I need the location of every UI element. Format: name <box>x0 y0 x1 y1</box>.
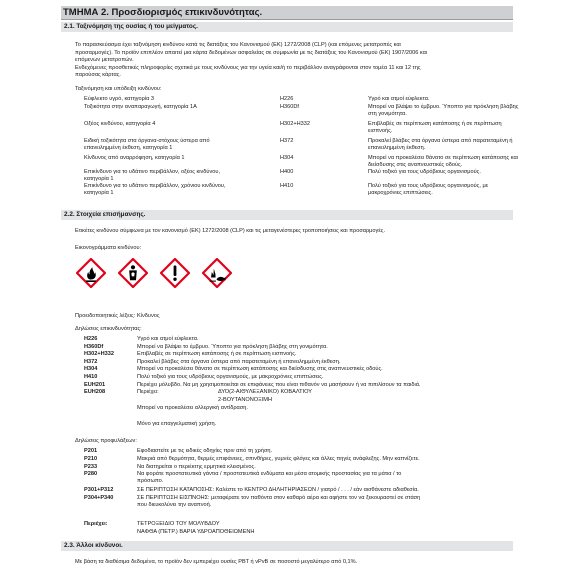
statement-text: Υγρό και ατμοί εύφλεκτα. <box>137 336 199 342</box>
statement-text: Επιβλαβές σε περίπτωση κατάποσης ή σε περίπτωση εισπνοής. <box>137 351 297 358</box>
hazard-description: εισπνοής. <box>368 128 393 135</box>
statement-code: H226 <box>84 336 98 342</box>
hazard-class: Τοξικότητα στην αναπαραγωγή, κατηγορία 1A <box>84 104 197 110</box>
hazard-class: Επικίνδυνο για το υδάτινο περιβάλλον, χρόνιου κινδύνου, <box>84 183 226 189</box>
hazard-code: H410 <box>280 183 294 189</box>
statement-code: H302+H332 <box>84 351 115 358</box>
exclamation-icon <box>160 258 190 288</box>
hazard-description: Μπορεί να βλάψει το έμβρυο. Ύποπτο για πρόκληση βλάβης <box>368 104 519 110</box>
signal-word: Κίνδυνος <box>137 313 160 319</box>
euh208-substance: ΔΥΟ(2-ΑΙΘΥΛΕΞΑΝΙΚΟ) ΚΟΒΑΛΤΙΟΥ <box>218 389 313 395</box>
hazard-code: H226 <box>280 96 294 102</box>
hazard-description: Πολύ τοξικό για τους υδρόβιους οργανισμούς. <box>368 169 481 175</box>
flame-icon <box>76 258 106 288</box>
paragraph-line: προσαρμογές). Το προϊόν επιπλέον απαιτεί μια κάρτα δεδομένων ασφαλείας σε συμφωνία με τις διατάξεις του Κανονισμού (ΕΚ) 1907/2006 και <box>75 49 428 56</box>
professional-use-note: Μόνο για επαγγελματική χρήση. <box>137 421 217 427</box>
statement-text: Πολύ τοξικό για τους υδρόβιους οργανισμούς, με μακροχρόνιες επιπτώσεις. <box>137 374 324 380</box>
hazard-class: Κίνδυνος από αναρρόφηση, κατηγορία 1 <box>84 155 185 161</box>
subsection-2-3-title: 2.3. Άλλοι κίνδυνοι. <box>61 541 513 551</box>
statement-text: Περιέχει: <box>137 389 159 396</box>
signal-word-label: Προειδοποιητικές λέξεις: <box>75 313 136 319</box>
hazard-code: H302+H332 <box>280 121 311 127</box>
hazard-code: H372 <box>280 138 294 144</box>
hazard-description: Προκαλεί βλάβες στα όργανα ύστερα από παρατεταμένη ή <box>368 138 513 144</box>
hazard-class: κατηγορία 1 <box>84 190 114 197</box>
label-elements-intro: Ετικέτες κινδύνου σύμφωνα με τον κανονισμό (ΕΚ) 1272/2008 (CLP) και τις μεταγενέστερες τροποποιήσεις και προσαρμογές. <box>75 228 386 234</box>
statement-code: P201 <box>84 448 98 454</box>
subsection-2-2-title: 2.2. Στοιχεία επισήμανσης. <box>61 210 513 220</box>
statement-code: P304+P340 <box>84 494 114 501</box>
statement-text: Να διατηρείται ο περιέκτης ερμητικά κλεισμένος. <box>137 463 256 470</box>
statement-text: Εφοδιαστείτε με τις ειδικές οδηγίες πριν από τη χρήση. <box>137 448 273 454</box>
contains-label: Περιέχει: <box>84 521 108 527</box>
euh208-substance: 2-ΒΟΥΤΑΝΟΝΟΞΙΜΗ <box>218 396 273 403</box>
other-hazards-text: Με βάση τα διαθέσιμα δεδομένα, το προϊόν δεν εμπεριέχει ουσίες PBT ή vPvB σε ποσοστό μεγαλύτερο από 0,1%. <box>75 559 358 565</box>
paragraph-line: παρούσας κάρτας. <box>75 72 121 78</box>
hazard-description: Υγρό και ατμοί εύφλεκτα. <box>368 96 430 102</box>
statement-code: EUH201 <box>84 381 106 388</box>
statement-text: πρόσωπο. <box>137 478 164 485</box>
statement-code: P210 <box>84 456 98 462</box>
hazard-class: επανειλημμένη έκθεση, κατηγορία 1 <box>84 145 173 152</box>
subsection-2-1-title: 2.1. Ταξινόμηση της ουσίας ή του μείγματος. <box>61 22 513 32</box>
statement-text: Προκαλεί βλάβες στα όργανα ύστερα από παρατεταμένη ή επανειλημμένη έκθεση. <box>137 358 341 365</box>
statement-code: EUH208 <box>84 389 106 396</box>
hazard-description: μακροχρόνιες επιπτώσεις. <box>368 190 433 197</box>
statement-code: P233 <box>84 463 98 470</box>
statement-text: Μακριά από θερμότητα, θερμές επιφάνειες, σπινθήρες, γυμνές φλόγες και άλλες πηγές ανάφλεξης. Μην καπνίζετε. <box>137 456 420 462</box>
paragraph-line: Το παρασκεύασμα έχει ταξινόμηση κινδύνου κατά τις διατάξεις του Κανονισμού (ΕΚ) 1272/2008 (CLP) (και επόμενες μετατροπές και <box>75 42 401 48</box>
hazard-class: Οξέος κινδύνου, κατηγορία 4 <box>84 121 156 127</box>
statement-code: H372 <box>84 358 98 365</box>
environment-icon <box>202 258 232 288</box>
hazard-code: H400 <box>280 169 294 175</box>
statement-code: H360Df <box>84 343 104 350</box>
hazard-description: διείσδυσης στις αναπνευστικές οδούς. <box>368 162 463 169</box>
statement-text: Περιέχει μόλυβδο. Να μη χρησιμοποιείται σε επιφάνειες που είναι πιθανόν να μασήσουν ή να πιπιλίσουν τα παιδιά. <box>137 381 421 388</box>
statement-code: P280 <box>84 471 98 477</box>
statement-code: H304 <box>84 366 98 373</box>
statement-text: ΣΕ ΠΕΡΙΠΤΩΣΗ ΕΙΣΠΝΟΗΣ: μεταφέρατε τον παθόντα στον καθαρό αέρα και αφήστε τον να ξεκουραστεί σε στάση <box>137 494 421 501</box>
statement-text: ΣΕ ΠΕΡΙΠΤΩΣΗ ΚΑΤΑΠΟΣΗΣ: Καλέστε το ΚΕΝΤΡΟ ΔΗΛΗΤΗΡΙΑΣΕΩΝ / γιατρό / . . . / εάν αισθάνεστε αδιαθεσία. <box>137 487 419 493</box>
paragraph-line: Ενδεχόμενες προσθετικές πληροφορίες σχετικά με τους κινδύνους για την υγεία και/ή το περιβάλλον αναγράφονται στον τομέα 11 και 12 της <box>75 64 421 71</box>
euh208-note: Μπορεί να προκαλέσει αλλεργική αντίδραση. <box>137 405 248 411</box>
pictograms-label: Εικονογράμματα κινδύνου: <box>75 245 142 251</box>
statement-text: Μπορεί να βλάψει το έμβρυο. Ύποπτο για πρόκληση βλάβης στη γονιμότητα. <box>137 343 328 350</box>
hazard-description: Πολύ τοξικό για τους υδρόβιους οργανισμούς, με <box>368 183 489 189</box>
health-hazard-icon <box>118 258 148 288</box>
paragraph-line: επόμενων μετατροπών. <box>75 57 134 63</box>
statement-text: Να φοράτε προστατευτικά γάντια / προστατευτικά ενδύματα και μέσα ατομικής προστασίας για τα μάτια / το <box>137 471 402 477</box>
statement-text: Μπορεί να προκαλέσει θάνατο σε περίπτωση κατάποσης και διείσδυσης στις αναπνευστικές οδούς. <box>137 366 383 373</box>
hazard-description: στη γονιμότητα. <box>368 111 407 118</box>
hazard-code: H304 <box>280 155 294 161</box>
contained-substance: ΤΕΤΡΟΞΕΙΔΙΟ ΤΟΥ ΜΟΛΥΒΔΟΥ <box>137 521 220 527</box>
statement-text: που διευκολύνει την αναπνοή. <box>137 501 212 508</box>
hazard-description: Επιβλαβές σε περίπτωση κατάποσης ή σε περίπτωση <box>368 121 502 127</box>
hazard-class: Επικίνδυνο για το υδάτινο περιβάλλον, οξέος κινδύνου, <box>84 169 221 175</box>
statement-code: P301+P312 <box>84 487 114 493</box>
hazard-statements-label: Δηλώσεις επικινδυνότητας: <box>75 326 142 332</box>
hazard-description: επανειλημμένη έκθεση. <box>368 145 426 152</box>
classification-table-title: Ταξινόμηση και υπόδειξη κινδύνου: <box>75 86 162 92</box>
statement-code: H410 <box>84 374 98 380</box>
precautionary-statements-label: Δηλώσεις προφυλάξεων: <box>75 438 137 444</box>
hazard-class: κατηγορία 1 <box>84 176 114 183</box>
hazard-description: Μπορεί να προκαλέσει θάνατο σε περίπτωση κατάποσης και <box>368 155 518 161</box>
hazard-class: Ειδική τοξικότητα στα όργανα-στόχους ύστερα από <box>84 138 210 144</box>
hazard-code: H360Df <box>280 104 299 110</box>
hazard-class: Εύφλεκτο υγρό, κατηγορία 3 <box>84 96 154 102</box>
section-header: ΤΜΗΜΑ 2. Προσδιορισμός επικινδυνότητας. <box>61 6 513 20</box>
contained-substance: ΝΑΦΘΑ (ΠΕΤΡ.) ΒΑΡΙΑ ΥΔΡΟΑΠΟΘΕΙΩΜΕΝΗ <box>137 528 255 535</box>
